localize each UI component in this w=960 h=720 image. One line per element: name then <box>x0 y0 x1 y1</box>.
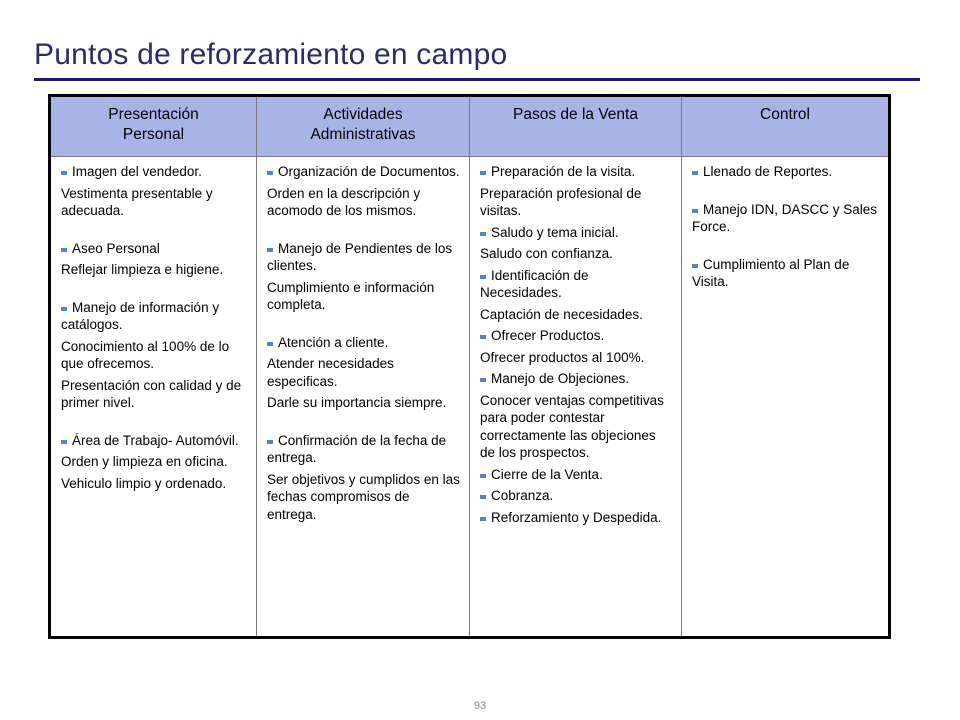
bullet-text: Cumplimiento al Plan de Visita. <box>692 256 850 289</box>
header-line: Personal <box>122 126 185 143</box>
bullet-icon <box>61 248 67 252</box>
cell-actividades-administrativas <box>257 157 470 638</box>
list-item <box>480 509 673 527</box>
list-item-detail: Conocimiento al 100% de lo que ofrecemos. <box>61 338 230 371</box>
cell-pasos-venta <box>470 157 682 638</box>
bullet-icon <box>480 378 486 382</box>
bullet-icon <box>267 248 273 252</box>
bullet-icon <box>692 264 698 268</box>
list-item <box>480 267 673 302</box>
header-control <box>682 96 890 157</box>
title-underline <box>34 78 920 81</box>
header-presentacion-personal <box>50 96 257 157</box>
bullet-text: Atención a cliente. <box>278 334 389 350</box>
list-item <box>480 224 673 242</box>
bullet-text: Manejo de Objeciones. <box>491 371 630 386</box>
header-actividades-administrativas <box>257 96 470 157</box>
list-item-detail: Ser objetivos y cumplidos en las fechas compromisos de entrega. <box>267 471 460 522</box>
bullet-text: Cierre de la Venta. <box>491 466 603 482</box>
reinforcement-table <box>48 94 891 639</box>
list-item <box>61 432 248 450</box>
bullet-text: Manejo IDN, DASCC y Sales Force. <box>692 201 878 234</box>
list-item-detail: Saludo con confianza. <box>480 246 613 261</box>
bullet-icon <box>480 232 486 236</box>
bullet-text: Confirmación de la fecha de entrega. <box>267 432 447 465</box>
list-item-detail: Ofrecer productos al 100%. <box>480 349 645 365</box>
list-item-detail: Orden en la descripción y acomodo de los mismos. <box>267 185 421 218</box>
cell-presentacion-personal <box>50 157 257 638</box>
list-item <box>692 201 880 236</box>
list-item-detail: Cumplimiento e información completa. <box>267 279 435 312</box>
bullet-icon <box>480 495 486 499</box>
list-item <box>267 432 461 467</box>
bullet-text: Preparación de la visita. <box>491 164 636 179</box>
bullet-icon <box>480 171 486 175</box>
header-row <box>50 96 890 157</box>
list-item <box>692 256 880 291</box>
list-item-detail: Vestimenta presentable y adecuada. <box>61 185 213 218</box>
list-item-detail: Presentación con calidad y de primer nivel. <box>61 377 242 410</box>
list-item <box>267 334 461 352</box>
bullet-text: Ofrecer Productos. <box>491 328 605 343</box>
bullet-icon <box>480 335 486 339</box>
list-item <box>480 487 673 505</box>
bullet-text: Área de Trabajo- Automóvil. <box>72 432 239 448</box>
list-item-detail: Preparación profesional de visitas. <box>480 185 642 218</box>
bullet-text: Cobranza. <box>491 488 554 503</box>
bullet-text: Reforzamiento y Despedida. <box>491 509 662 525</box>
header-pasos-venta <box>470 96 682 157</box>
list-item-detail: Orden y limpieza en oficina. <box>61 454 228 469</box>
bullet-icon <box>61 171 67 175</box>
list-item <box>267 240 461 275</box>
bullet-icon <box>61 440 67 444</box>
list-item-detail: Captación de necesidades. <box>480 306 643 322</box>
list-item-detail: Vehiculo limpio y ordenado. <box>61 475 227 491</box>
bullet-icon <box>61 307 67 311</box>
bullet-text: Aseo Personal <box>72 240 160 256</box>
cell-control <box>682 157 890 638</box>
bullet-text: Identificación de Necesidades. <box>480 267 589 300</box>
list-item-detail: Reflejar limpieza e higiene. <box>61 262 224 277</box>
bullet-text: Organización de Documentos. <box>278 164 460 179</box>
list-item <box>61 163 248 181</box>
bullet-icon <box>480 517 486 521</box>
list-item <box>480 327 673 345</box>
bullet-icon <box>480 474 486 478</box>
list-item <box>480 466 673 484</box>
bullet-icon <box>267 342 273 346</box>
bullet-text: Imagen del vendedor. <box>72 164 202 179</box>
list-item <box>267 163 461 181</box>
list-item <box>61 240 248 258</box>
list-item <box>692 163 880 181</box>
list-item <box>480 370 673 388</box>
bullet-text: Saludo y tema inicial. <box>491 224 619 240</box>
content-row <box>50 157 890 638</box>
bullet-icon <box>267 440 273 444</box>
list-item-detail: Conocer ventajas competitivas para poder contestar correctamente las objeciones de los prospectos. <box>480 392 664 460</box>
header-line: Actividades <box>323 106 403 123</box>
header-line: Control <box>760 106 810 123</box>
bullet-text: Manejo de Pendientes de los clientes. <box>267 240 453 273</box>
bullet-icon <box>267 171 273 175</box>
page-number: 93 <box>473 700 487 712</box>
list-item-detail: Darle su importancia siempre. <box>267 395 447 410</box>
page-title: Puntos de reforzamiento en campo <box>34 38 508 71</box>
bullet-icon <box>480 275 486 279</box>
header-line: Pasos de la Venta <box>513 106 638 123</box>
bullet-icon <box>692 171 698 175</box>
header-line: Administrativas <box>310 126 416 143</box>
bullet-text: Llenado de Reportes. <box>703 164 833 179</box>
bullet-icon <box>692 209 698 213</box>
list-item <box>61 299 248 334</box>
list-item-detail: Atender necesidades especificas. <box>267 356 394 389</box>
bullet-text: Manejo de información y catálogos. <box>61 299 220 332</box>
header-line: Presentación <box>108 106 199 123</box>
list-item <box>480 163 673 181</box>
